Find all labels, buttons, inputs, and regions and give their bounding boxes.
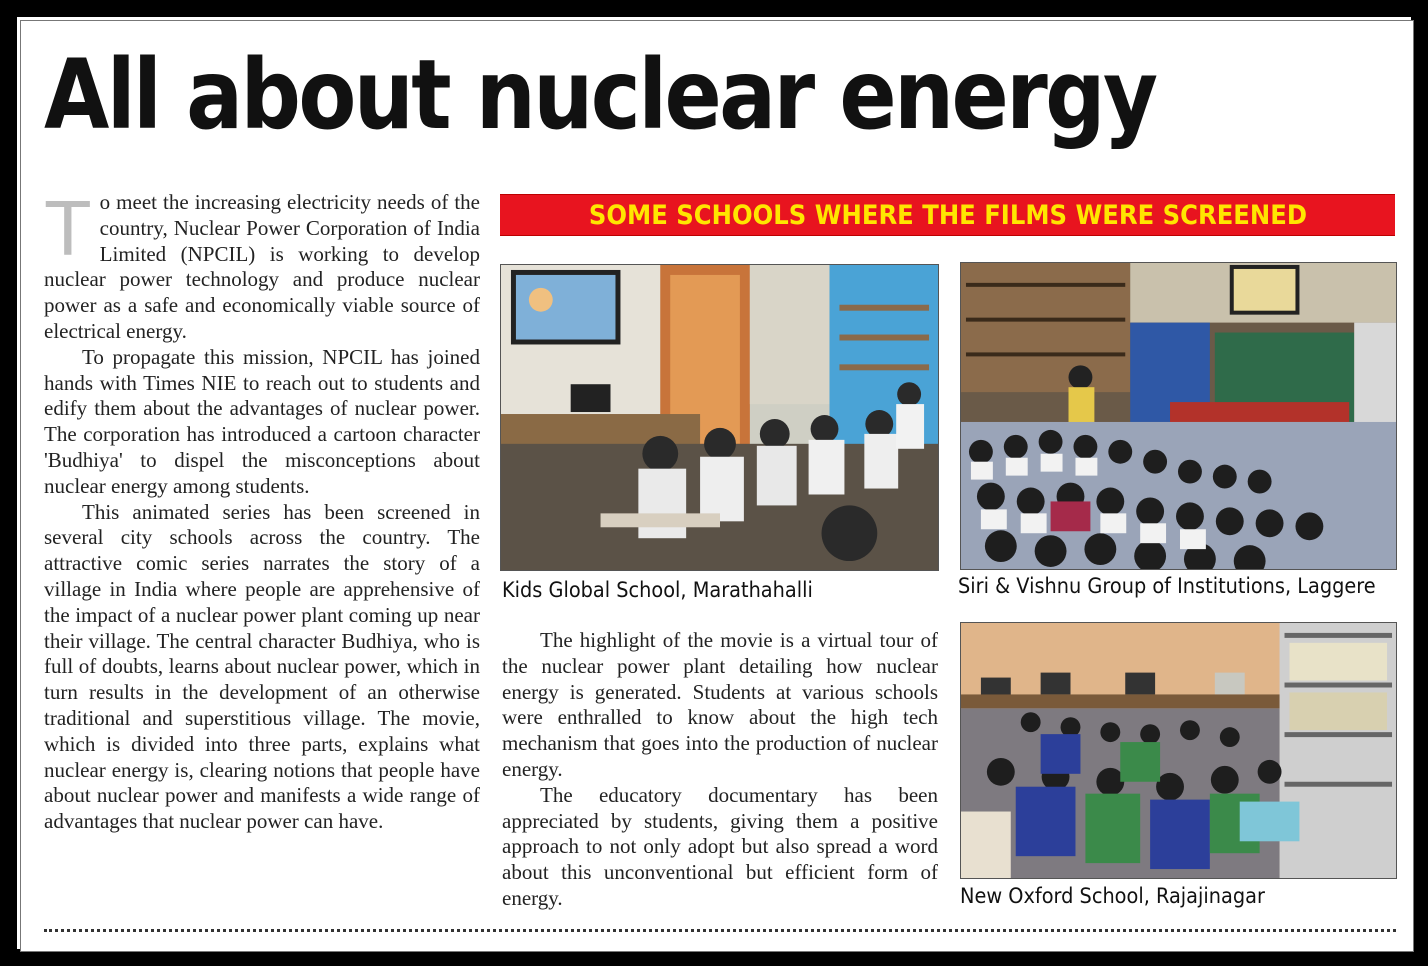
- photo-kids-global-school: [500, 264, 939, 571]
- classroom-photo-3: [961, 623, 1396, 878]
- article-paragraph-2: To propagate this mission, NPCIL has joined hands with Times NIE to reach out to students and edify them about the advantages of nuclear power. The corporation has introduced a cartoon character 'Budhiya' to dispel the misconceptions about nuclear energy among students.: [44, 344, 480, 498]
- article-paragraph-4: The highlight of the movie is a virtual tour of the nuclear power plant detailing how nuclear energy is generated. Students at various schools were enthralled to know about the high tech mechanism that goes into the production of nuclear energy.: [502, 628, 938, 781]
- article-paragraph-5: The educatory documentary has been appreciated by students, giving them a positive approach to not only adopt but also spread a word about this unconventional but efficient form of energy.: [502, 782, 938, 910]
- photo-caption-3: New Oxford School, Rajajinagar: [960, 884, 1265, 908]
- article-paragraph-1: [44, 184, 480, 345]
- article-column-1: [44, 184, 480, 835]
- section-banner: [500, 194, 1395, 236]
- photo-new-oxford-school: [960, 622, 1397, 879]
- photo-caption-1: Kids Global School, Marathahalli: [502, 578, 813, 602]
- photo-siri-vishnu: [960, 262, 1397, 570]
- banner-text: SOME SCHOOLS WHERE THE FILMS WERE SCREENED: [588, 199, 1307, 231]
- classroom-photo-2: [961, 263, 1396, 569]
- paragraph-1-text: o meet the increasing electricity needs of the country, Nuclear Power Corporation of India Limited (NPCIL) is working to develop nuclear power technology and produce nuclear power as a safe and economically viable source of electrical energy.: [44, 190, 480, 343]
- dotted-divider: [44, 929, 1396, 932]
- article-paragraph-3: This animated series has been screened in several city schools across the country. The attractive comic series narrates the story of a village in India where people are apprehensive of the impact of a nuclear power plant coming up near their village. The central character Budhiya, who is full of doubts, learns about nuclear power, which in turn results in the development of an otherwise traditional and superstitious village. The movie, which is divided into three parts, explains what nuclear energy is, clearing notions that people have about nuclear power and manifests a wide range of advantages that nuclear power can have.: [44, 499, 480, 834]
- headline: All about nuclear energy: [44, 39, 1156, 151]
- article-column-2: [502, 628, 938, 912]
- classroom-photo-1: [501, 265, 938, 570]
- photo-caption-2: Siri & Vishnu Group of Institutions, Laggere: [958, 574, 1376, 598]
- drop-cap: T: [44, 184, 92, 272]
